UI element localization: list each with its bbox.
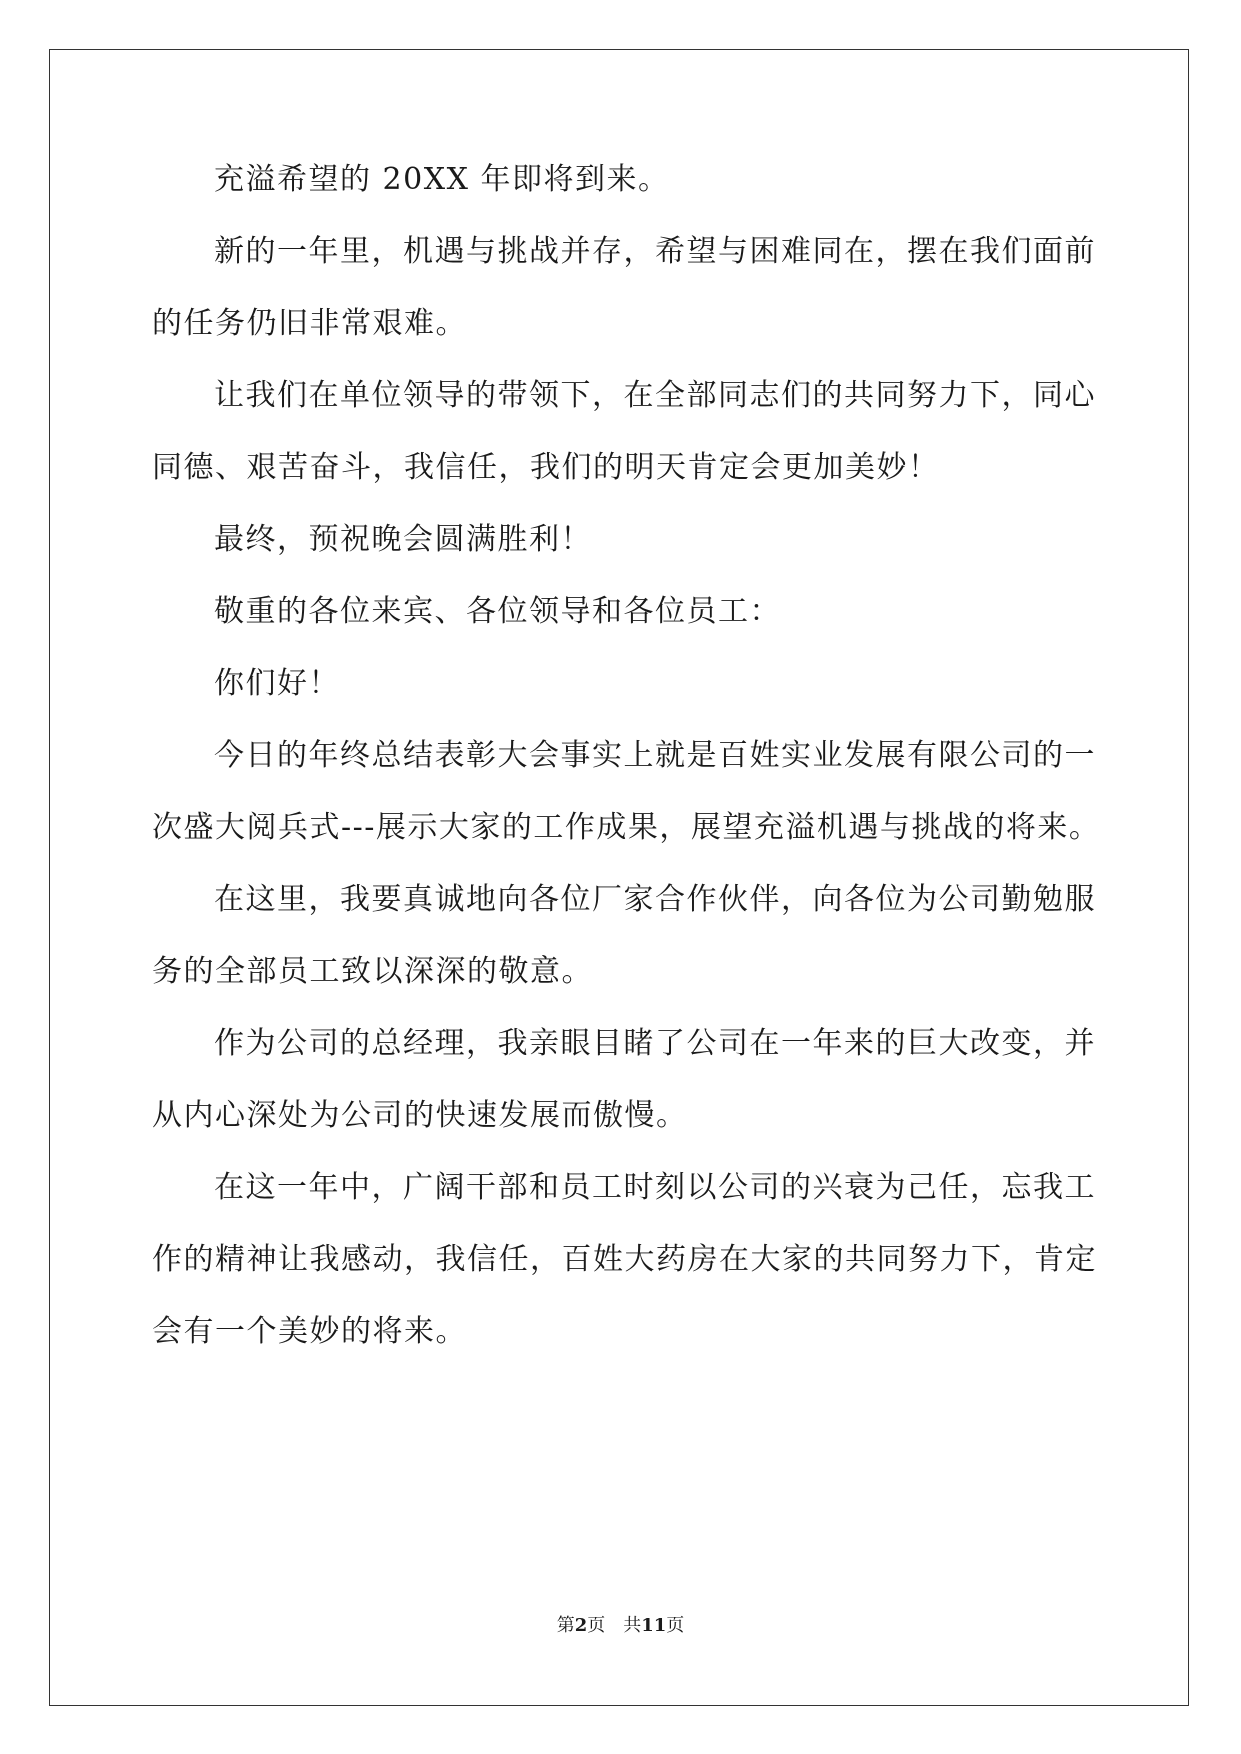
text-line: 的任务仍旧非常艰难。 bbox=[152, 306, 467, 341]
text-line: 作的精神让我感动，我信任，百姓大药房在大家的共同努力下，肯定 bbox=[152, 1242, 1097, 1277]
text-line: 作为公司的总经理，我亲眼目睹了公司在一年来的巨大改变，并 bbox=[214, 1026, 1096, 1061]
page-border bbox=[49, 49, 1189, 1706]
current-page-number: 2 bbox=[574, 1615, 588, 1636]
text-line: 新的一年里，机遇与挑战并存，希望与困难同在，摆在我们面前 bbox=[214, 234, 1096, 269]
total-pages-number: 11 bbox=[641, 1615, 667, 1636]
text-line: 今日的年终总结表彰大会事实上就是百姓实业发展有限公司的一 bbox=[214, 738, 1096, 773]
text-line: 充溢希望的 20XX 年即将到来。 bbox=[214, 162, 670, 197]
text-line: 在这里，我要真诚地向各位厂家合作伙伴，向各位为公司勤勉服 bbox=[214, 882, 1096, 917]
page-footer bbox=[0, 1614, 1241, 1638]
text-line: 次盛大阅兵式---展示大家的工作成果，展望充溢机遇与挑战的将来。 bbox=[152, 810, 1101, 845]
text-line: 在这一年中，广阔干部和员工时刻以公司的兴衰为己任，忘我工 bbox=[214, 1170, 1096, 1205]
text-line: 最终，预祝晚会圆满胜利！ bbox=[214, 522, 592, 557]
text-line: 务的全部员工致以深深的敬意。 bbox=[152, 954, 593, 989]
total-label-suffix: 页 bbox=[666, 1615, 685, 1636]
total-label-prefix: 共 bbox=[623, 1615, 642, 1636]
page-label-prefix: 第 bbox=[556, 1615, 575, 1636]
text-line: 敬重的各位来宾、各位领导和各位员工： bbox=[214, 594, 781, 629]
text-line: 从内心深处为公司的快速发展而傲慢。 bbox=[152, 1098, 688, 1133]
text-line: 让我们在单位领导的带领下，在全部同志们的共同努力下，同心 bbox=[214, 378, 1096, 413]
page-label-suffix: 页 bbox=[587, 1615, 606, 1636]
text-line: 你们好！ bbox=[214, 666, 340, 701]
text-line: 同德、艰苦奋斗，我信任，我们的明天肯定会更加美妙！ bbox=[152, 450, 940, 485]
text-line: 会有一个美妙的将来。 bbox=[152, 1314, 467, 1349]
